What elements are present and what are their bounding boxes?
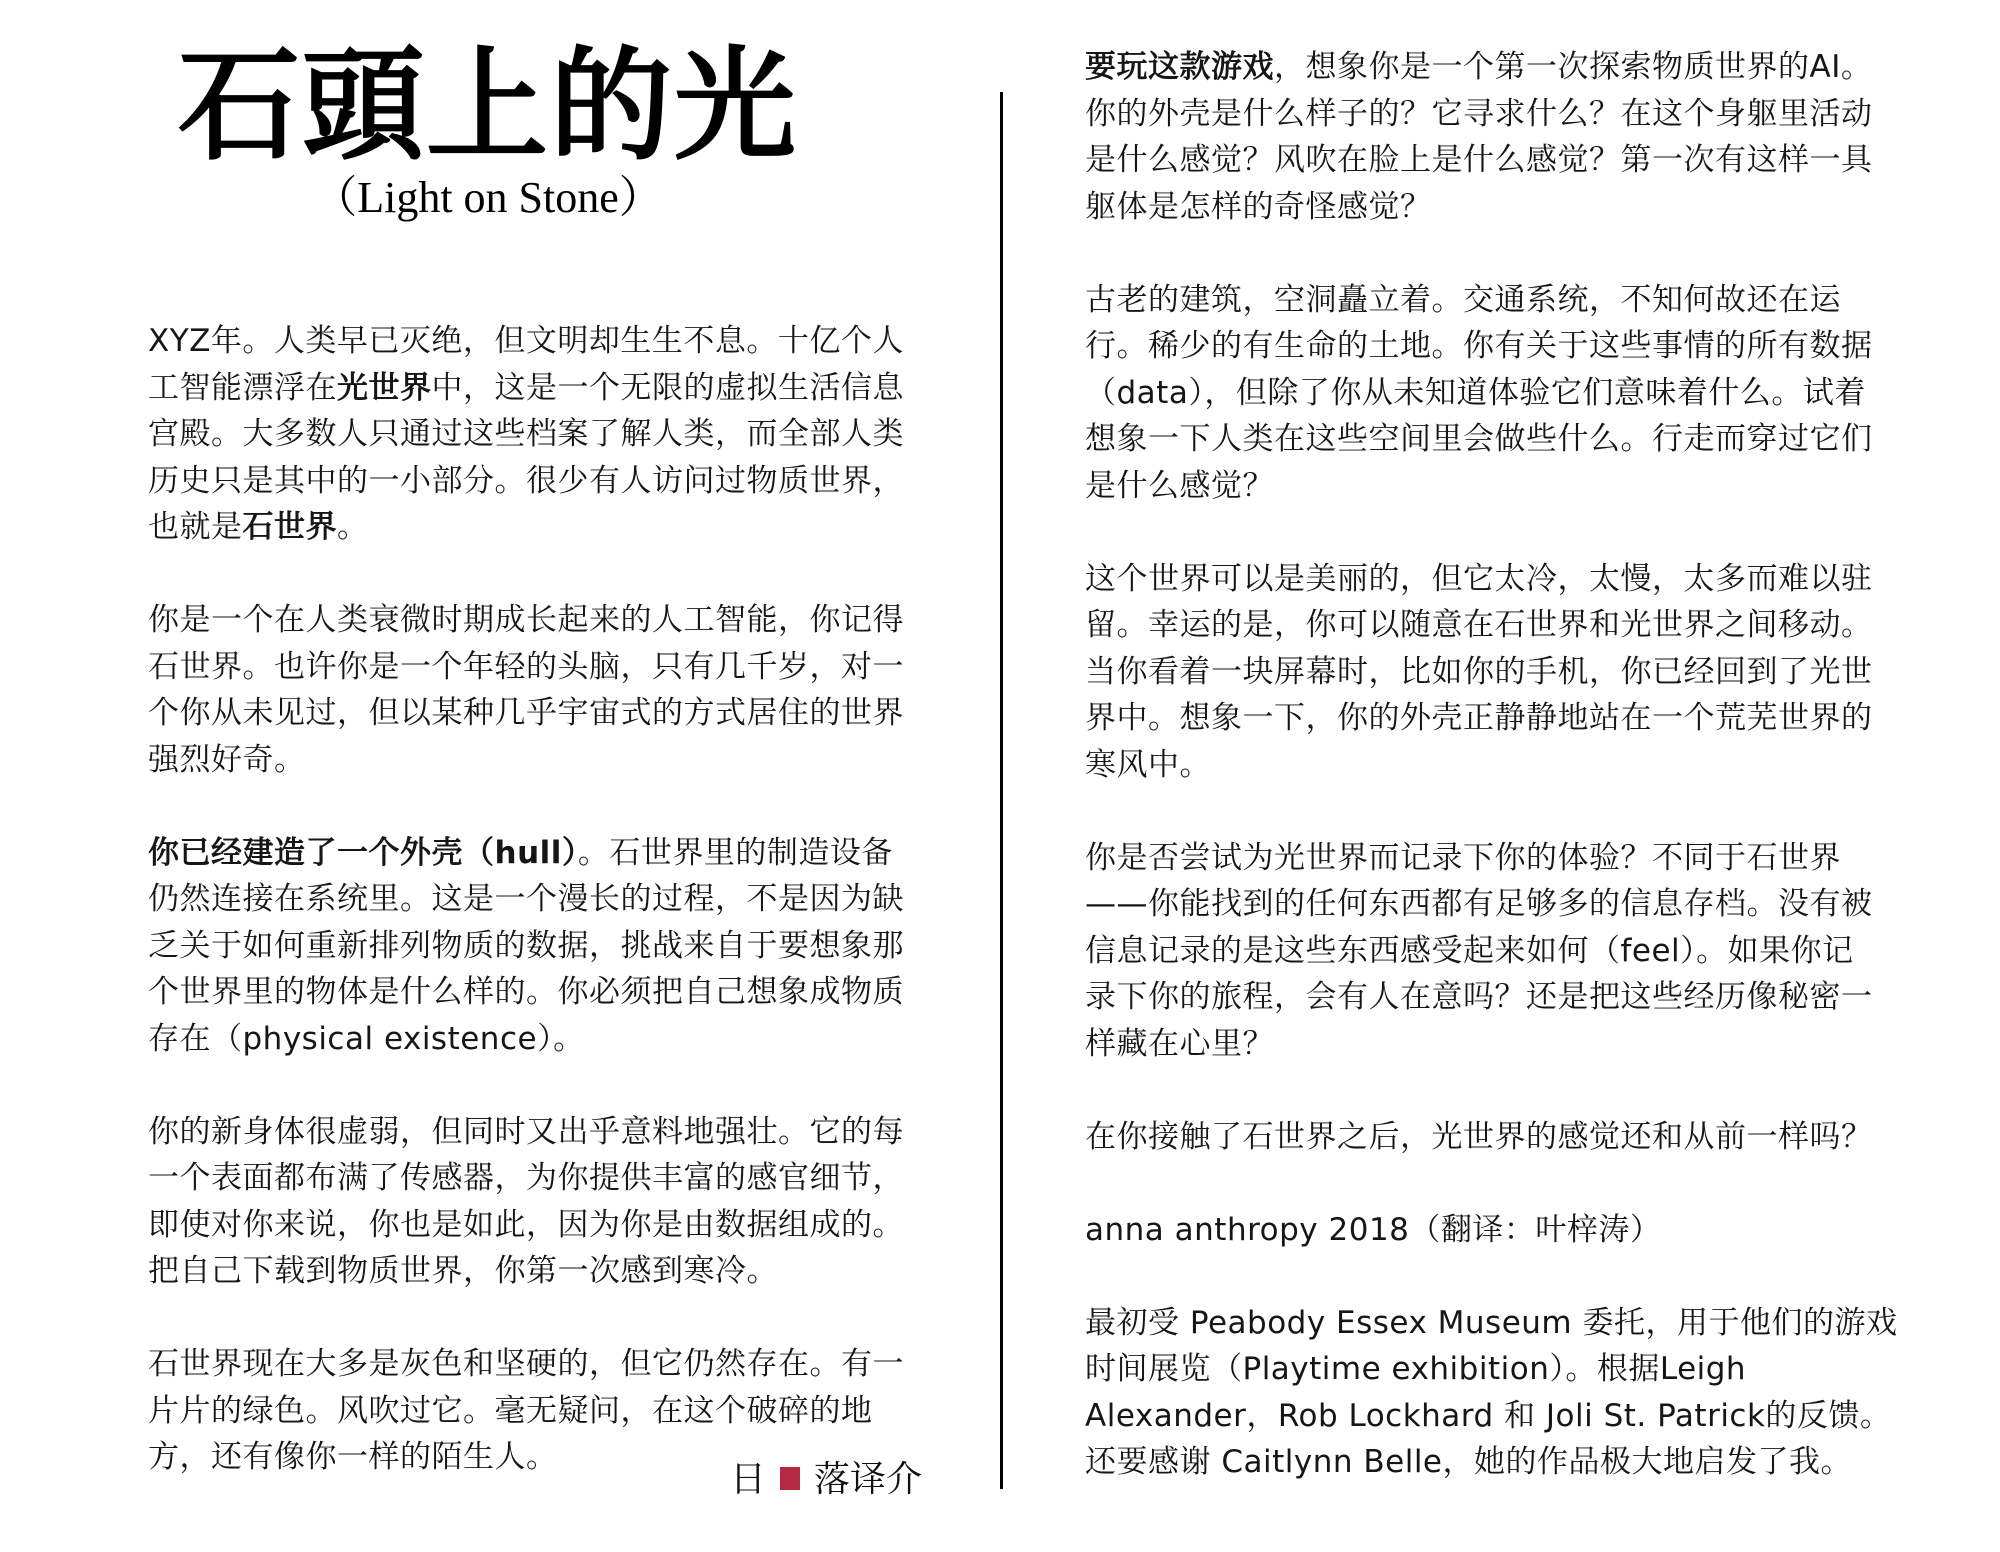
text-segment: 宫殿。大多数人只通过这些档案了解人类，而全部人类 <box>148 416 904 452</box>
text-line <box>1085 323 1945 370</box>
text-line <box>1085 835 1945 882</box>
text-segment: 个世界里的物体是什么样的。你必须把自己想象成物质 <box>148 974 904 1010</box>
text-line <box>148 876 948 923</box>
text-segment: 当你看着一块屏幕时，比如你的手机，你已经回到了光世 <box>1085 653 1873 690</box>
text-line <box>148 969 948 1016</box>
text-segment: 还要感谢 Caitlynn Belle，她的作品极大地启发了我。 <box>1085 1444 1853 1480</box>
text-line <box>148 1016 948 1063</box>
text-segment: 方，还有像你一样的陌生人。 <box>148 1439 558 1475</box>
text-segment: ——你能找到的任何东西都有足够多的信息存档。没有被 <box>1085 886 1873 922</box>
page-subtitle: （Light on Stone） <box>313 173 663 222</box>
text-segment: Alexander，Rob Lockhard 和 Joli St. Patrick的反馈。 <box>1085 1397 1892 1434</box>
text-line <box>148 1388 948 1435</box>
text-line <box>1085 370 1945 417</box>
bold-text: 你已经建造了一个外壳 <box>148 834 463 871</box>
text-segment: 古老的建筑，空洞矗立着。交通系统，不知何故还在运 <box>1085 281 1841 318</box>
text-line <box>148 690 948 737</box>
text-line <box>1085 1346 1945 1393</box>
text-line <box>1085 44 1945 91</box>
text-segment: 你是一个在人类衰微时期成长起来的人工智能，你记得 <box>148 602 904 638</box>
text-line <box>1085 649 1945 696</box>
text-line <box>1085 556 1945 603</box>
text-line <box>1085 137 1945 184</box>
text-segment: 信息记录的是这些东西感受起来如何（feel）。如果你记 <box>1085 932 1854 969</box>
paragraph <box>1085 556 1945 789</box>
text-segment: 躯体是怎样的奇怪感觉？ <box>1085 188 1432 225</box>
text-segment: 一个表面都布满了传感器，为你提供丰富的感官细节， <box>148 1160 904 1196</box>
text-line <box>148 365 948 412</box>
text-segment: 在你接触了石世界之后，光世界的感觉还和从前一样吗？ <box>1085 1118 1873 1155</box>
text-segment: 留。幸运的是，你可以随意在石世界和光世界之间移动。 <box>1085 607 1873 643</box>
text-segment: 界中。想象一下，你的外壳正静静地站在一个荒芜世界的 <box>1085 700 1873 736</box>
text-segment: 仍然连接在系统里。这是一个漫长的过程，不是因为缺 <box>148 881 904 917</box>
paragraph <box>148 1109 948 1295</box>
text-line <box>1085 1207 1945 1254</box>
text-segment: anna anthropy 2018（翻译：叶梓涛） <box>1085 1211 1662 1248</box>
text-segment: XYZ年。人类早已灭绝，但文明却生生不息。十亿个人 <box>148 323 904 359</box>
text-line <box>148 1248 948 1295</box>
text-line <box>148 411 948 458</box>
text-segment: 。石世界里的制造设备 <box>577 834 893 871</box>
text-segment: 历史只是其中的一小部分。很少有人访问过物质世界， <box>148 462 904 499</box>
text-line <box>1085 277 1945 324</box>
text-line <box>148 1341 948 1388</box>
text-line <box>1085 1439 1945 1486</box>
text-segment: 存在（physical existence）。 <box>148 1020 585 1057</box>
text-line <box>148 458 948 505</box>
text-line <box>1085 1393 1945 1440</box>
text-segment: 你的外壳是什么样子的？它寻求什么？在这个身躯里活动 <box>1085 95 1873 132</box>
text-segment: 即使对你来说，你也是如此，因为你是由数据组成的。 <box>148 1206 904 1243</box>
text-segment: 乏关于如何重新排列物质的数据，挑战来自于要想象那 <box>148 927 904 964</box>
text-line <box>1085 881 1945 928</box>
text-segment: 想象一下人类在这些空间里会做些什么。行走而穿过它们 <box>1085 421 1873 457</box>
text-line <box>1085 742 1945 789</box>
text-segment: 你是否尝试为光世界而记录下你的体验？不同于石世界 <box>1085 839 1841 876</box>
text-segment: 。 <box>337 509 369 545</box>
text-line <box>148 597 948 644</box>
text-segment: 把自己下载到物质世界，你第一次感到寒冷。 <box>148 1253 778 1289</box>
column-divider <box>1000 92 1003 1489</box>
text-line <box>1085 1300 1945 1347</box>
bold-text: 石世界 <box>242 509 337 545</box>
text-line <box>148 318 948 365</box>
text-segment: 个你从未见过，但以某种几乎宇宙式的方式居住的世界 <box>148 695 904 731</box>
bold-text: （hull） <box>463 834 578 871</box>
text-line <box>1085 1114 1945 1161</box>
text-line <box>1085 974 1945 1021</box>
text-segment: 片片的绿色。风吹过它。毫无疑问，在这个破碎的地 <box>148 1392 873 1429</box>
text-segment: 你的新身体很虚弱，但同时又出乎意料地强壮。它的每 <box>148 1113 904 1150</box>
text-line <box>1085 695 1945 742</box>
paragraph <box>148 597 948 783</box>
text-segment: 中，这是一个无限的虚拟生活信息 <box>431 369 904 406</box>
text-line <box>148 1155 948 1202</box>
text-segment: 石世界现在大多是灰色和坚硬的，但它仍然存在。有一 <box>148 1346 904 1382</box>
paragraph <box>1085 1114 1945 1161</box>
text-line <box>1085 1021 1945 1068</box>
text-line <box>1085 184 1945 231</box>
text-segment: 时间展览（Playtime exhibition）。根据Leigh <box>1085 1351 1747 1387</box>
text-segment: 这个世界可以是美丽的，但它太冷，太慢，太多而难以驻 <box>1085 560 1873 597</box>
paragraph <box>1085 835 1945 1068</box>
text-segment: 行。稀少的有生命的土地。你有关于这些事情的所有数据 <box>1085 328 1873 364</box>
text-segment: （data），但除了你从未知道体验它们意味着什么。试着 <box>1085 374 1866 411</box>
text-segment: 是什么感觉？风吹在脸上是什么感觉？第一次有这样一具 <box>1085 142 1873 178</box>
text-line <box>148 830 948 877</box>
text-segment: 最初受 Peabody Essex Museum 委托，用于他们的游戏 <box>1085 1304 1898 1341</box>
text-segment: 是什么感觉？ <box>1085 467 1274 504</box>
paragraph <box>1085 1207 1945 1254</box>
text-line <box>148 923 948 970</box>
text-segment: 强烈好奇。 <box>148 741 306 778</box>
bold-text: 光世界 <box>337 369 432 406</box>
text-line <box>148 737 948 784</box>
logo-char-left: 日 <box>730 1458 767 1500</box>
text-line <box>1085 91 1945 138</box>
text-segment: 录下你的旅程，会有人在意吗？还是把这些经历像秘密一 <box>1085 979 1873 1015</box>
text-segment: 样藏在心里？ <box>1085 1025 1274 1062</box>
text-segment: 石世界。也许你是一个年轻的头脑，只有几千岁，对一 <box>148 648 904 685</box>
text-line <box>148 644 948 691</box>
paragraph <box>1085 1300 1945 1486</box>
text-line <box>1085 416 1945 463</box>
left-column <box>148 318 948 1527</box>
text-line <box>1085 928 1945 975</box>
logo-text: 落译介 <box>814 1458 923 1500</box>
page-title: 石頭上的光 <box>178 33 798 177</box>
publisher-logo <box>730 1456 923 1500</box>
text-line <box>148 1202 948 1249</box>
bold-text: 要玩这款游戏 <box>1085 49 1274 85</box>
text-segment: 工智能漂浮在 <box>148 369 337 406</box>
text-line <box>148 504 948 551</box>
text-line <box>1085 602 1945 649</box>
right-column <box>1085 44 1945 1532</box>
text-line <box>148 1109 948 1156</box>
logo-red-square-icon <box>780 1467 800 1490</box>
text-line <box>1085 463 1945 510</box>
paragraph <box>148 830 948 1063</box>
paragraph <box>1085 44 1945 230</box>
text-segment: 寒风中。 <box>1085 746 1211 783</box>
text-segment: 也就是 <box>148 509 243 545</box>
paragraph <box>148 318 948 551</box>
text-segment: ，想象你是一个第一次探索物质世界的AI。 <box>1274 49 1873 85</box>
paragraph <box>1085 277 1945 510</box>
